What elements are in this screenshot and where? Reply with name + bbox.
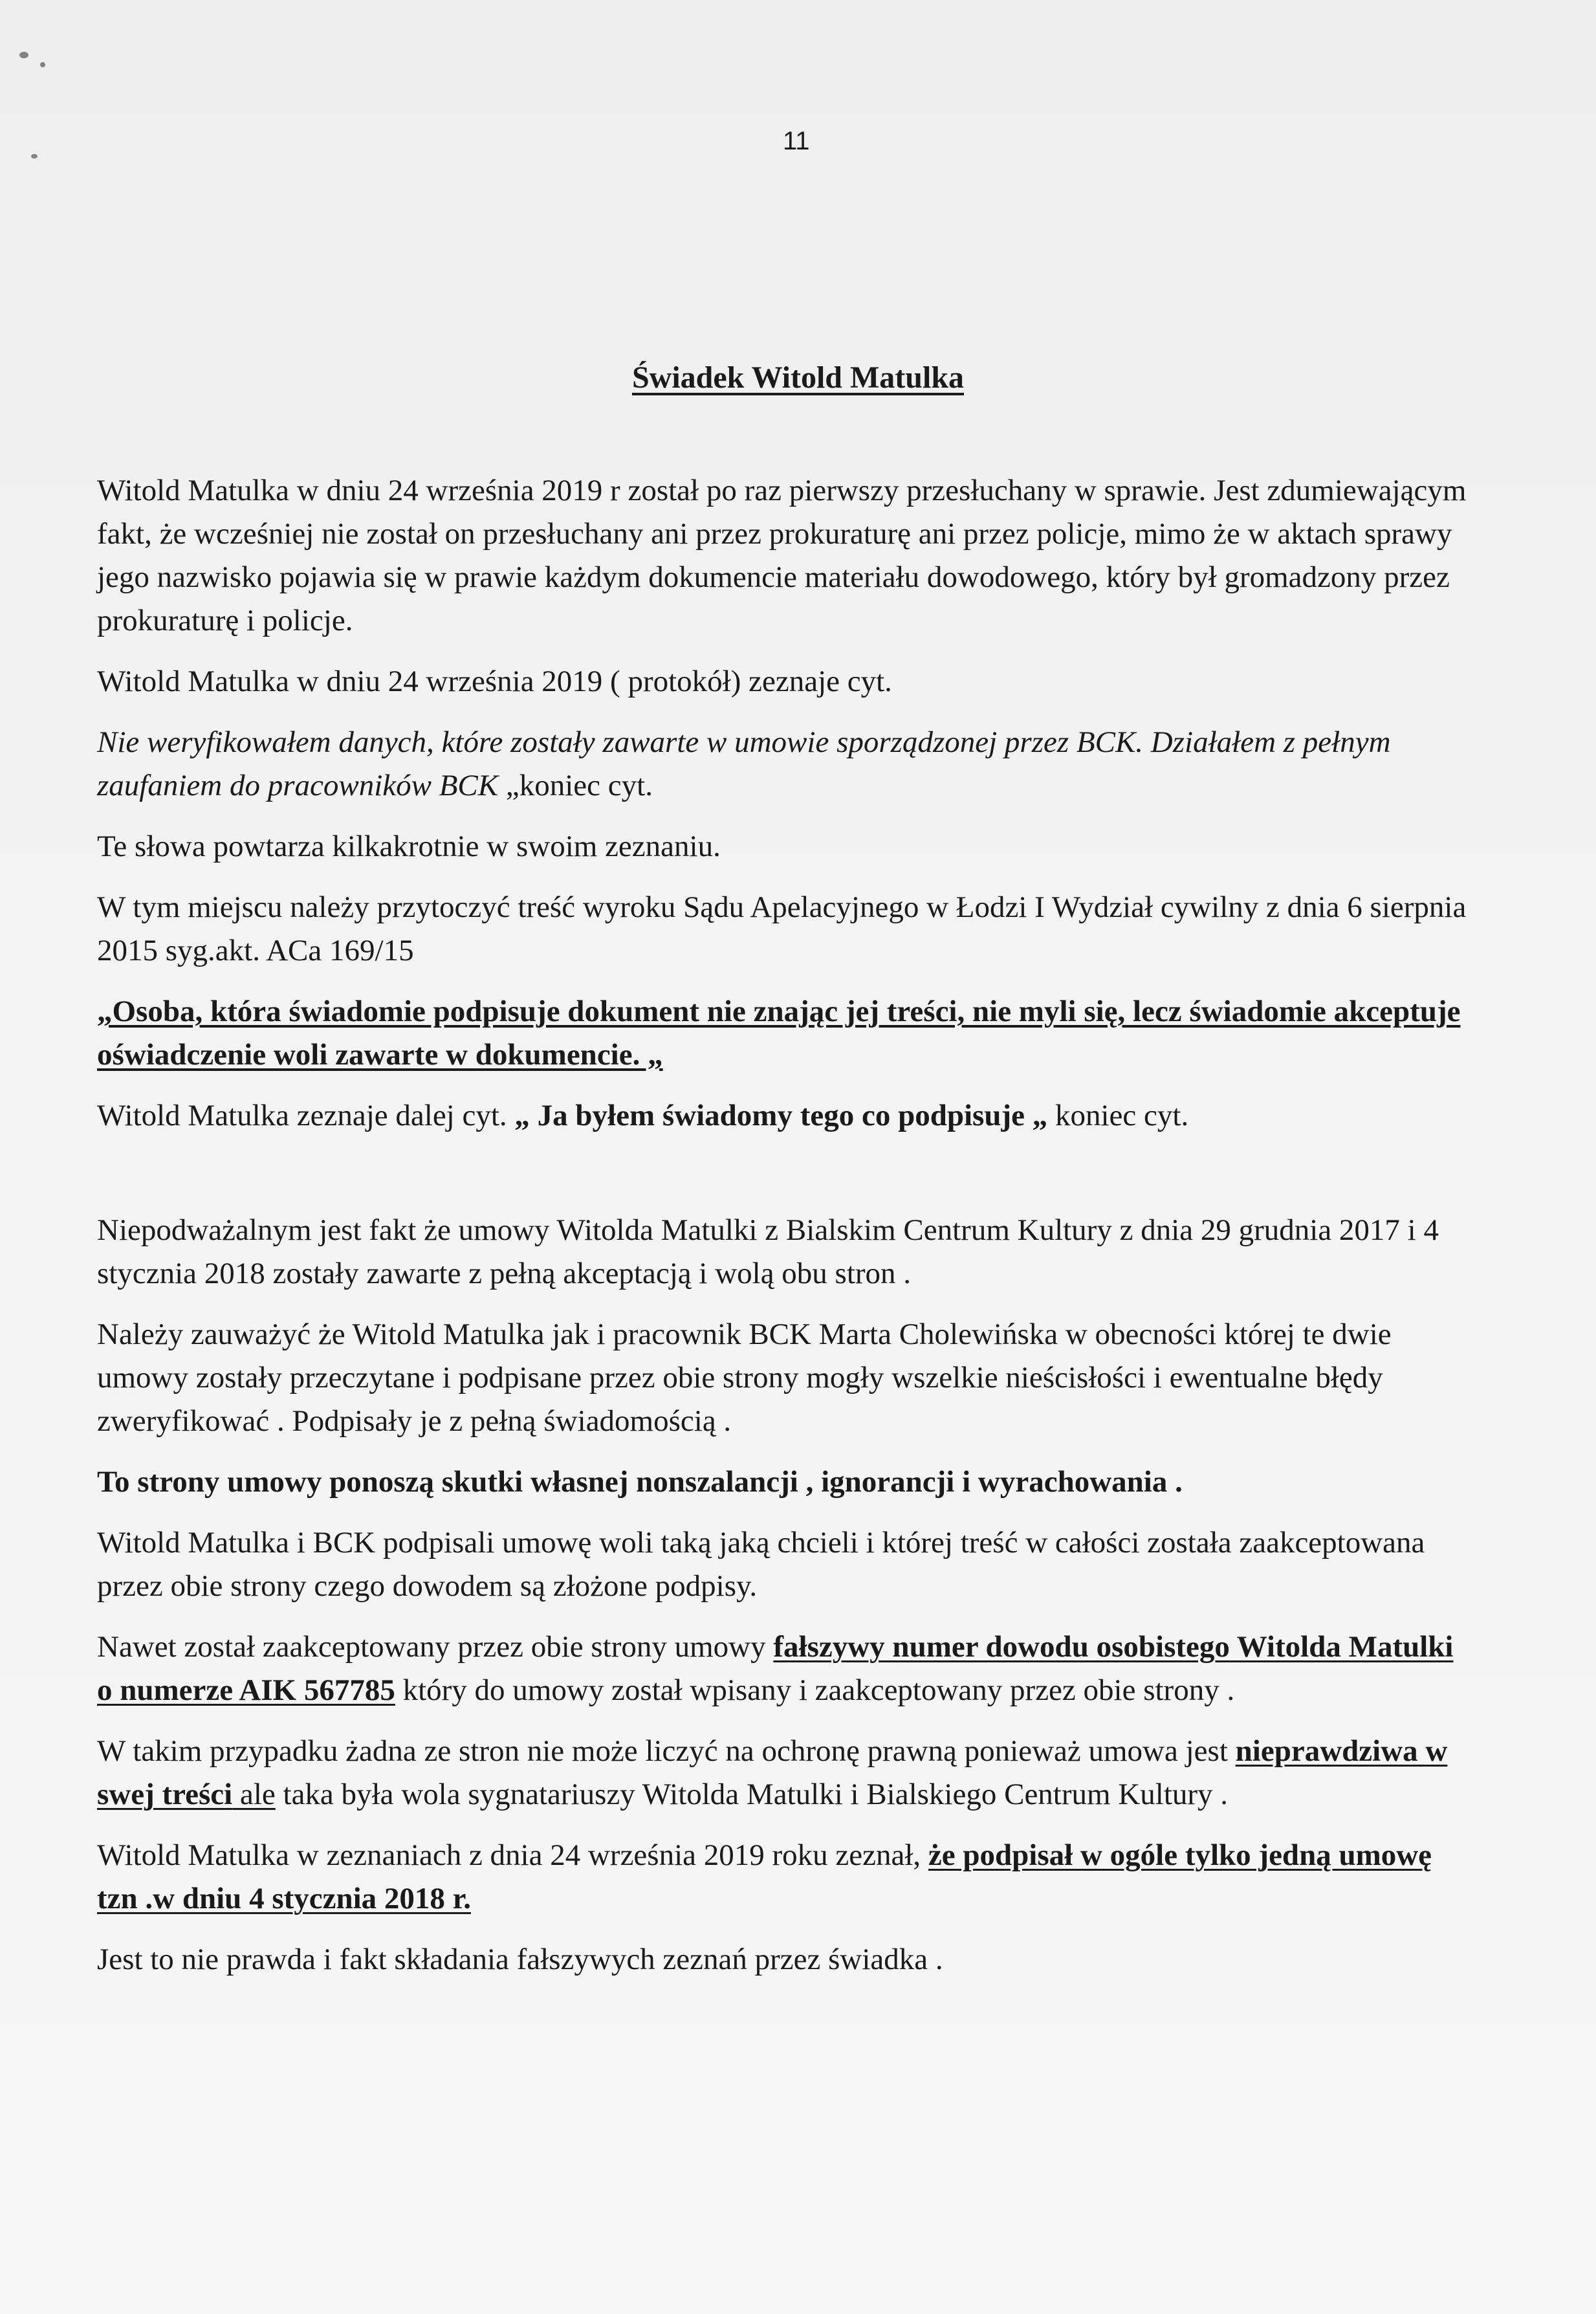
text: Witold Matulka w zeznaniach z dnia 24 września 2019 roku zeznał,: [97, 1838, 928, 1872]
text: koniec cyt.: [1047, 1099, 1189, 1132]
paragraph-further-testimony: [97, 1094, 1469, 1138]
paragraph-testimony-quote: [97, 721, 1469, 808]
bold-underlined-text: fałszywy numer dowodu osobistego Witolda Matulki o numerze AIK 567785: [97, 1630, 1454, 1707]
italic-quote: Nie weryfikowałem danych, które zostały zawarte w umowie sporządzonej przez BCK. Działałem z pełnym zaufaniem do pracowników BCK: [97, 725, 1391, 802]
paragraph-court-quote: „Osoba, która świadomie podpisuje dokument nie znając jej treści, nie myli się, lecz świadomie akceptuje oświadczenie woli zawarte w dokumencie. „: [97, 995, 1461, 1072]
bold-underlined-text: nieprawdziwa w swej treści: [97, 1734, 1448, 1811]
text: Nawet został zaakceptowany przez obie strony umowy: [97, 1630, 774, 1664]
paragraph-testimony-date: Witold Matulka w dniu 24 września 2019 ( protokół) zeznaje cyt.: [97, 665, 892, 698]
underlined-text: ale: [232, 1778, 276, 1811]
paragraph-conclusion: Jest to nie prawda i fakt składania fałszywych zeznań przez świadka .: [97, 1943, 943, 1976]
document-body: [97, 469, 1469, 1999]
paragraph-consequences: To strony umowy ponoszą skutki własnej nonszalancji , ignorancji i wyrachowania .: [97, 1465, 1183, 1499]
page-number: 11: [783, 127, 810, 155]
paragraph-observation: Należy zauważyć że Witold Matulka jak i pracownik BCK Marta Cholewińska w obecności której te dwie umowy zostały przeczytane i podpisane przez obie strony mogły wszelkie nieścisłości i ewentualne błędy zweryfikować . Podpisały je z pełną świadomością .: [97, 1317, 1392, 1438]
paragraph-contracts: Niepodważalnym jest fakt że umowy Witolda Matulki z Bialskim Centrum Kultury z dnia 29 grudnia 2017 i 4 stycznia 2018 zostały zawarte z pełną akceptacją i wolą obu stron .: [97, 1213, 1439, 1290]
paragraph-signed: Witold Matulka i BCK podpisali umowę woli taką jaką chcieli i której treść w całości została zaakceptowana przez obie strony czego dowodem są złożone podpisy.: [97, 1526, 1425, 1603]
bold-underlined-text: że podpisał w ogóle tylko jedną umowę tzn .w dniu 4 stycznia 2018 r.: [97, 1838, 1432, 1915]
quote-end: „koniec cyt.: [498, 769, 653, 802]
paragraph-testimony-claim: [97, 1834, 1469, 1921]
paragraph-court-reference: W tym miejscu należy przytoczyć treść wyroku Sądu Apelacyjnego w Łodzi I Wydział cywilny z dnia 6 sierpnia 2015 syg.akt. ACa 169/15: [97, 890, 1467, 967]
text: Witold Matulka zeznaje dalej cyt.: [97, 1099, 515, 1132]
paper-speck: [19, 52, 28, 58]
bold-quote: „ Ja byłem świadomy tego co podpisuje „: [514, 1099, 1048, 1132]
paragraph-false-id: [97, 1625, 1469, 1712]
paper-speck: [31, 154, 38, 159]
text: który do umowy został wpisany i zaakceptowany przez obie strony .: [395, 1673, 1235, 1707]
text: W takim przypadku żadna ze stron nie może liczyć na ochronę prawną ponieważ umowa jest: [97, 1734, 1236, 1768]
paragraph-legal-protection: [97, 1730, 1469, 1816]
paragraph-intro: Witold Matulka w dniu 24 września 2019 r został po raz pierwszy przesłuchany w sprawie. Jest zdumiewającym fakt, że wcześniej nie został on przesłuchany ani przez prokuraturę ani przez policje, mimo że w aktach sprawy jego nazwisko pojawia się w prawie każdym dokumencie materiału dowodowego, który był gromadzony przez prokuraturę i policje.: [97, 474, 1467, 637]
text: taka była wola sygnatariuszy Witolda Matulki i Bialskiego Centrum Kultury .: [275, 1778, 1229, 1811]
paragraph-repeat: Te słowa powtarza kilkakrotnie w swoim zeznaniu.: [97, 830, 721, 863]
page-title: Świadek Witold Matulka: [631, 360, 965, 395]
paper-speck: [40, 62, 45, 67]
